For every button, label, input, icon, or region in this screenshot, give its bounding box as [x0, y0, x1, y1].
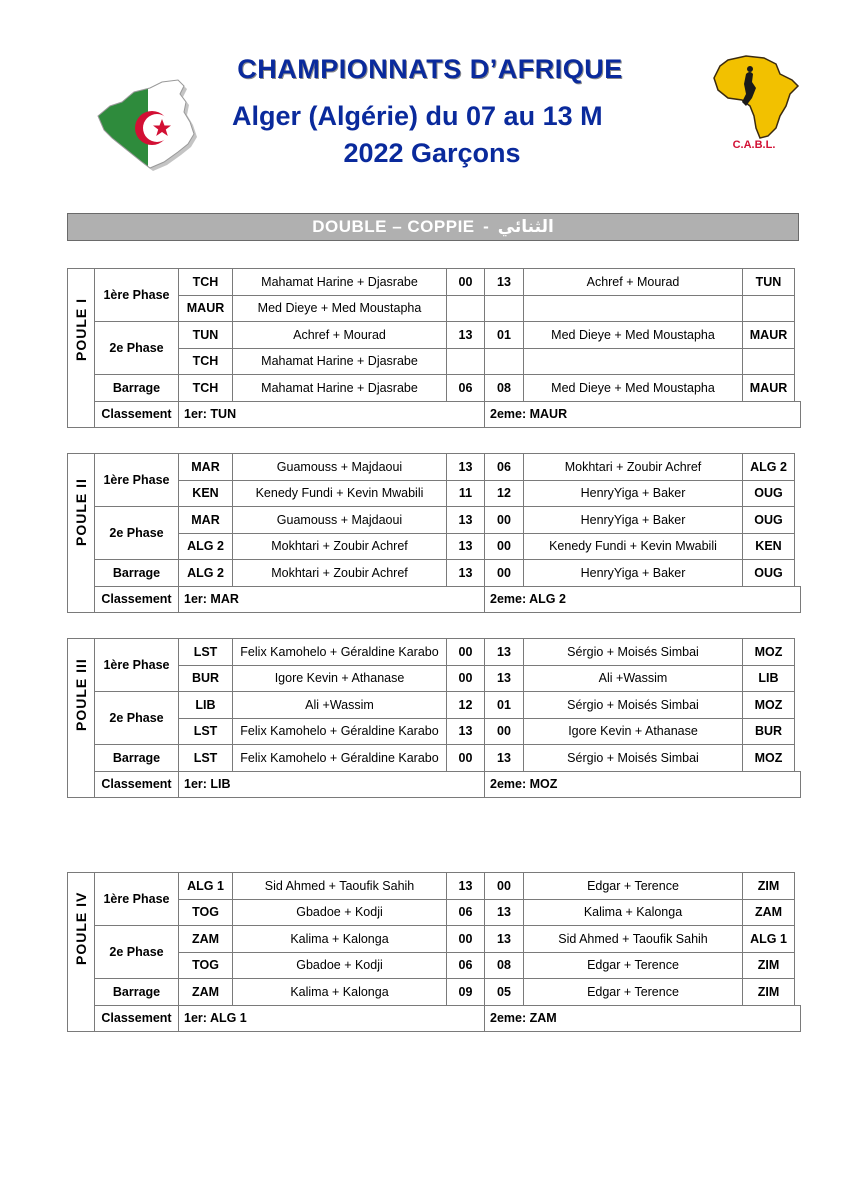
team1-players: Ali +Wassim	[233, 692, 447, 719]
title-line-3: 2022 Garçons	[343, 138, 521, 168]
pool-name-cell	[68, 873, 95, 1032]
team1-country: TCH	[179, 375, 233, 402]
classement-label: Classement	[95, 401, 179, 428]
team1-players: Mahamat Harine + Djasrabe	[233, 375, 447, 402]
team1-country: TCH	[179, 348, 233, 375]
team2-players: Sérgio + Moisés Simbai	[524, 692, 743, 719]
team2-country: OUG	[743, 480, 795, 507]
classement-label: Classement	[95, 1005, 179, 1032]
team1-players: Gbadoe + Kodji	[233, 899, 447, 926]
phase-label: Barrage	[95, 375, 179, 402]
team2-country: ZIM	[743, 979, 795, 1006]
team2-country: MAUR	[743, 375, 795, 402]
team1-score	[447, 295, 485, 322]
team2-players: Sid Ahmed + Taoufik Sahih	[524, 926, 743, 953]
team1-players: Mahamat Harine + Djasrabe	[233, 269, 447, 296]
team1-score: 06	[447, 375, 485, 402]
team1-country: LST	[179, 718, 233, 745]
team2-country: MOZ	[743, 639, 795, 666]
logo-text: C.A.B.L.	[732, 139, 776, 151]
team1-players: Mokhtari + Zoubir Achref	[233, 533, 447, 560]
team1-score: 11	[447, 480, 485, 507]
team2-players: Ali +Wassim	[524, 665, 743, 692]
discipline-banner	[67, 213, 799, 241]
classement-row	[68, 401, 801, 428]
pool-table	[67, 453, 801, 613]
cabl-africa-logo	[706, 52, 802, 152]
first-place: 1er: MAR	[179, 586, 485, 613]
team1-score: 13	[447, 454, 485, 481]
team2-players: Igore Kevin + Athanase	[524, 718, 743, 745]
team1-players: Sid Ahmed + Taoufik Sahih	[233, 873, 447, 900]
phase-label: 2e Phase	[95, 322, 179, 375]
team2-players: Edgar + Terence	[524, 873, 743, 900]
team1-players: Kalima + Kalonga	[233, 979, 447, 1006]
team1-score: 13	[447, 533, 485, 560]
team1-score: 12	[447, 692, 485, 719]
team1-score: 00	[447, 665, 485, 692]
team1-score: 06	[447, 952, 485, 979]
team2-score: 13	[485, 269, 524, 296]
table-row	[68, 639, 801, 666]
phase-label: 1ère Phase	[95, 454, 179, 507]
team2-score: 00	[485, 533, 524, 560]
team1-score: 00	[447, 639, 485, 666]
team1-country: KEN	[179, 480, 233, 507]
title-line-2-wrapper	[200, 96, 668, 136]
team1-players: Achref + Mourad	[233, 322, 447, 349]
pool-name: POULE II	[73, 478, 89, 546]
table-row	[68, 692, 801, 719]
team2-score: 13	[485, 665, 524, 692]
team1-players: Mokhtari + Zoubir Achref	[233, 560, 447, 587]
banner-separator: -	[483, 217, 490, 236]
team2-country: LIB	[743, 665, 795, 692]
banner-title: DOUBLE – COPPIE	[312, 217, 475, 236]
team2-country: OUG	[743, 507, 795, 534]
pool-table	[67, 872, 801, 1032]
team2-score: 13	[485, 639, 524, 666]
team2-score	[485, 295, 524, 322]
team1-country: TOG	[179, 952, 233, 979]
phase-label: 2e Phase	[95, 507, 179, 560]
team2-score	[485, 348, 524, 375]
team2-country: KEN	[743, 533, 795, 560]
table-row	[68, 873, 801, 900]
team1-players: Felix Kamohelo + Géraldine Karabo	[233, 718, 447, 745]
team1-country: LIB	[179, 692, 233, 719]
classement-row	[68, 1005, 801, 1032]
team2-players: Kalima + Kalonga	[524, 899, 743, 926]
team1-country: BUR	[179, 665, 233, 692]
pool-name-cell	[68, 639, 95, 798]
team2-country: MOZ	[743, 692, 795, 719]
team1-score: 13	[447, 560, 485, 587]
team1-score: 00	[447, 269, 485, 296]
pool-name: POULE III	[73, 658, 89, 731]
team2-players	[524, 348, 743, 375]
team1-score: 06	[447, 899, 485, 926]
team2-players: Sérgio + Moisés Simbai	[524, 745, 743, 772]
team2-players: Med Dieye + Med Moustapha	[524, 375, 743, 402]
team2-country: MAUR	[743, 322, 795, 349]
team2-players: HenryYiga + Baker	[524, 560, 743, 587]
team2-score: 00	[485, 560, 524, 587]
team1-country: TCH	[179, 269, 233, 296]
team2-country: MOZ	[743, 745, 795, 772]
team2-players: Med Dieye + Med Moustapha	[524, 322, 743, 349]
team2-score: 12	[485, 480, 524, 507]
team1-country: MAUR	[179, 295, 233, 322]
team2-score: 01	[485, 322, 524, 349]
table-row	[68, 454, 801, 481]
team1-country: LST	[179, 745, 233, 772]
team1-players: Guamouss + Majdaoui	[233, 454, 447, 481]
phase-label: Barrage	[95, 745, 179, 772]
second-place: 2eme: ZAM	[485, 1005, 801, 1032]
team1-country: LST	[179, 639, 233, 666]
table-row	[68, 745, 801, 772]
pool-name: POULE IV	[73, 891, 89, 965]
team1-country: MAR	[179, 507, 233, 534]
team1-players: Mahamat Harine + Djasrabe	[233, 348, 447, 375]
second-place: 2eme: MOZ	[485, 771, 801, 798]
team1-players: Felix Kamohelo + Géraldine Karabo	[233, 745, 447, 772]
title-line-2: Alger (Algérie) du 07 au 13 M	[232, 101, 603, 131]
team1-players: Igore Kevin + Athanase	[233, 665, 447, 692]
phase-label: 1ère Phase	[95, 873, 179, 926]
team1-players: Felix Kamohelo + Géraldine Karabo	[233, 639, 447, 666]
team2-country: ALG 1	[743, 926, 795, 953]
team2-score: 00	[485, 718, 524, 745]
team2-score: 13	[485, 926, 524, 953]
banner-arabic: الثنائي	[497, 217, 554, 236]
table-row	[68, 979, 801, 1006]
second-place: 2eme: ALG 2	[485, 586, 801, 613]
phase-label: 2e Phase	[95, 926, 179, 979]
team1-score	[447, 348, 485, 375]
team2-score: 13	[485, 899, 524, 926]
team1-score: 13	[447, 873, 485, 900]
team1-score: 00	[447, 926, 485, 953]
team1-country: MAR	[179, 454, 233, 481]
team2-players: Mokhtari + Zoubir Achref	[524, 454, 743, 481]
team2-score: 00	[485, 873, 524, 900]
team2-country: ALG 2	[743, 454, 795, 481]
first-place: 1er: ALG 1	[179, 1005, 485, 1032]
first-place: 1er: LIB	[179, 771, 485, 798]
table-row	[68, 507, 801, 534]
team2-country: ZIM	[743, 952, 795, 979]
team2-country: BUR	[743, 718, 795, 745]
team2-country: ZIM	[743, 873, 795, 900]
team2-score: 00	[485, 507, 524, 534]
team2-players: HenryYiga + Baker	[524, 480, 743, 507]
classement-label: Classement	[95, 586, 179, 613]
team1-country: ALG 2	[179, 560, 233, 587]
first-place: 1er: TUN	[179, 401, 485, 428]
team1-players: Gbadoe + Kodji	[233, 952, 447, 979]
team2-players: Sérgio + Moisés Simbai	[524, 639, 743, 666]
team1-country: ALG 2	[179, 533, 233, 560]
phase-label: Barrage	[95, 979, 179, 1006]
team2-players: Kenedy Fundi + Kevin Mwabili	[524, 533, 743, 560]
pool-name: POULE I	[73, 297, 89, 361]
team1-players: Guamouss + Majdaoui	[233, 507, 447, 534]
team1-country: ALG 1	[179, 873, 233, 900]
team2-country: ZAM	[743, 899, 795, 926]
title-line-1: CHAMPIONNATS D’AFRIQUE	[237, 54, 623, 84]
team2-players: Edgar + Terence	[524, 952, 743, 979]
team2-score: 08	[485, 375, 524, 402]
pool-table	[67, 268, 801, 428]
team2-players: Edgar + Terence	[524, 979, 743, 1006]
team2-country	[743, 295, 795, 322]
team2-score: 13	[485, 745, 524, 772]
pool-table	[67, 638, 801, 798]
team1-score: 13	[447, 322, 485, 349]
team1-players: Med Dieye + Med Moustapha	[233, 295, 447, 322]
table-row	[68, 269, 801, 296]
phase-label: 2e Phase	[95, 692, 179, 745]
team1-country: ZAM	[179, 926, 233, 953]
team2-score: 05	[485, 979, 524, 1006]
team1-score: 09	[447, 979, 485, 1006]
team1-country: TUN	[179, 322, 233, 349]
team1-country: TOG	[179, 899, 233, 926]
pool-name-cell	[68, 269, 95, 428]
team2-score: 06	[485, 454, 524, 481]
team2-country: OUG	[743, 560, 795, 587]
table-row	[68, 560, 801, 587]
team1-players: Kenedy Fundi + Kevin Mwabili	[233, 480, 447, 507]
table-row	[68, 322, 801, 349]
team2-players: HenryYiga + Baker	[524, 507, 743, 534]
team2-players: Achref + Mourad	[524, 269, 743, 296]
table-row	[68, 926, 801, 953]
second-place: 2eme: MAUR	[485, 401, 801, 428]
phase-label: Barrage	[95, 560, 179, 587]
team2-country	[743, 348, 795, 375]
pool-name-cell	[68, 454, 95, 613]
team2-score: 01	[485, 692, 524, 719]
team1-players: Kalima + Kalonga	[233, 926, 447, 953]
phase-label: 1ère Phase	[95, 639, 179, 692]
team1-score: 13	[447, 718, 485, 745]
team1-country: ZAM	[179, 979, 233, 1006]
team1-score: 13	[447, 507, 485, 534]
table-row	[68, 375, 801, 402]
team1-score: 00	[447, 745, 485, 772]
team2-players	[524, 295, 743, 322]
classement-row	[68, 771, 801, 798]
team2-score: 08	[485, 952, 524, 979]
classement-row	[68, 586, 801, 613]
team2-country: TUN	[743, 269, 795, 296]
phase-label: 1ère Phase	[95, 269, 179, 322]
classement-label: Classement	[95, 771, 179, 798]
